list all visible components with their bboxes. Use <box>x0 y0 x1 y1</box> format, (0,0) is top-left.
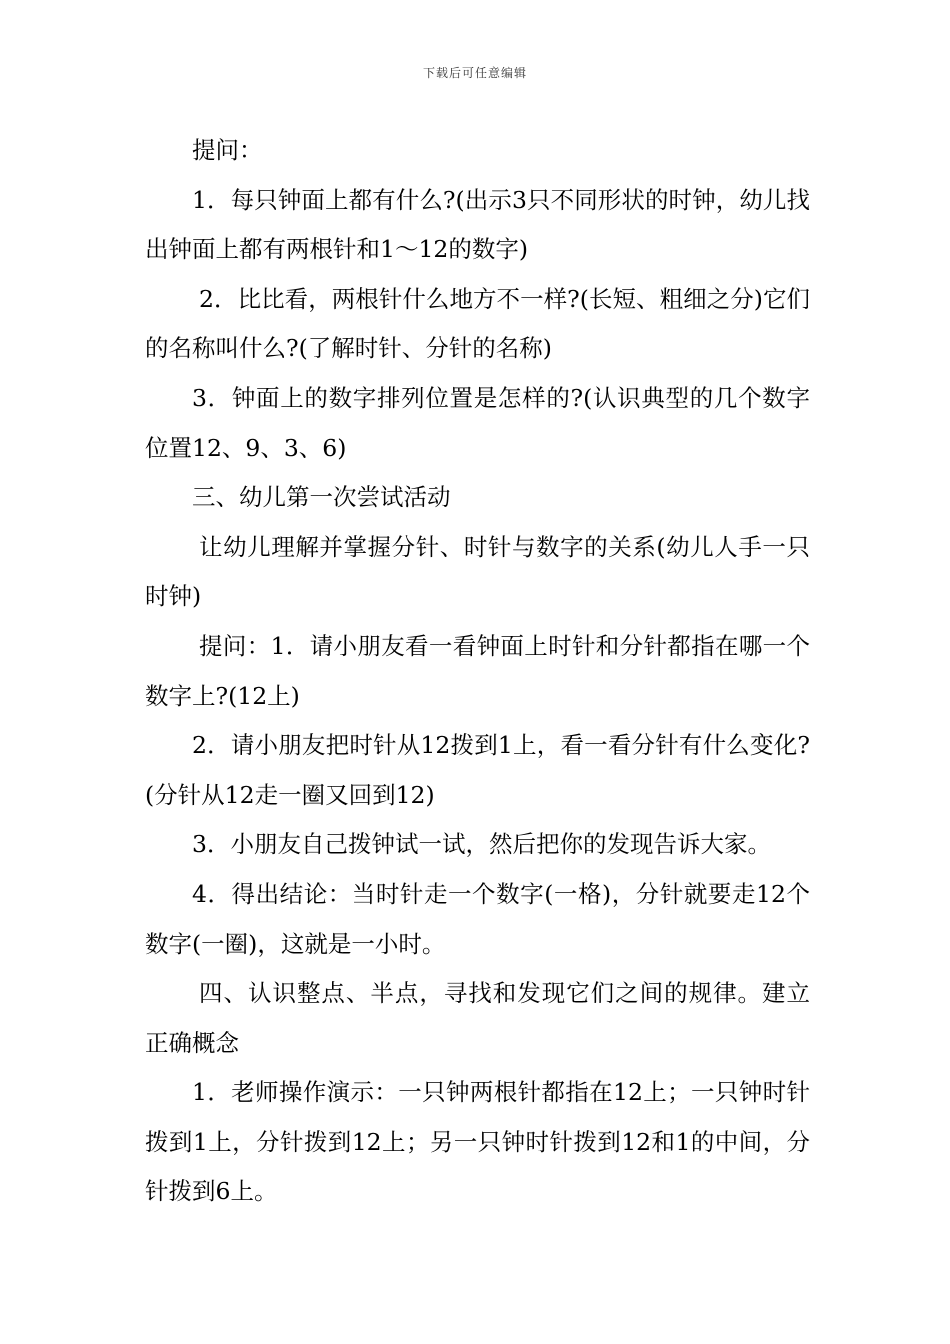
paragraph-question-intro: 提问： <box>192 136 263 164</box>
paragraph-teacher-demo: 1．老师操作演示：一只钟两根针都指在12上；一只钟时针拨到1上，分针拨到12上；另一只钟时针拨到12和1的中间，分针拨到6上。 <box>145 1078 810 1206</box>
paragraph-activity-question-1: 提问：1．请小朋友看一看钟面上时针和分针都指在哪一个数字上?(12上) <box>145 631 810 710</box>
section-heading-4: 四、认识整点、半点，寻找和发现它们之间的规律。建立正确概念 <box>145 979 810 1057</box>
document-body <box>145 126 810 1217</box>
paragraph-activity-question-2: 2．请小朋友把时针从12拨到1上，看一看分针有什么变化?(分针从12走一圈又回到12) <box>145 731 810 809</box>
paragraph-activity-question-3: 3．小朋友自己拨钟试一试，然后把你的发现告诉大家。 <box>192 830 771 859</box>
paragraph-question-2: 2．比比看，两根针什么地方不一样?(长短、粗细之分)它们的名称叫什么?(了解时针、分针的名称) <box>145 284 810 363</box>
paragraph-question-1: 1．每只钟面上都有什么?(出示3只不同形状的时钟，幼儿找出钟面上都有两根针和1～12的数字) <box>145 185 810 264</box>
paragraph-activity-goal: 让幼儿理解并掌握分针、时针与数字的关系(幼儿人手一只时钟) <box>145 532 810 611</box>
paragraph-question-3: 3．钟面上的数字排列位置是怎样的?(认识典型的几个数字位置12、9、3、6) <box>145 383 810 462</box>
section-heading-3: 三、幼儿第一次尝试活动 <box>192 483 451 512</box>
page-header: 下载后可任意编辑 <box>422 66 527 80</box>
paragraph-activity-conclusion: 4．得出结论：当时针走一个数字(一格)，分针就要走12个数字(一圈)，这就是一小时。 <box>145 879 810 958</box>
